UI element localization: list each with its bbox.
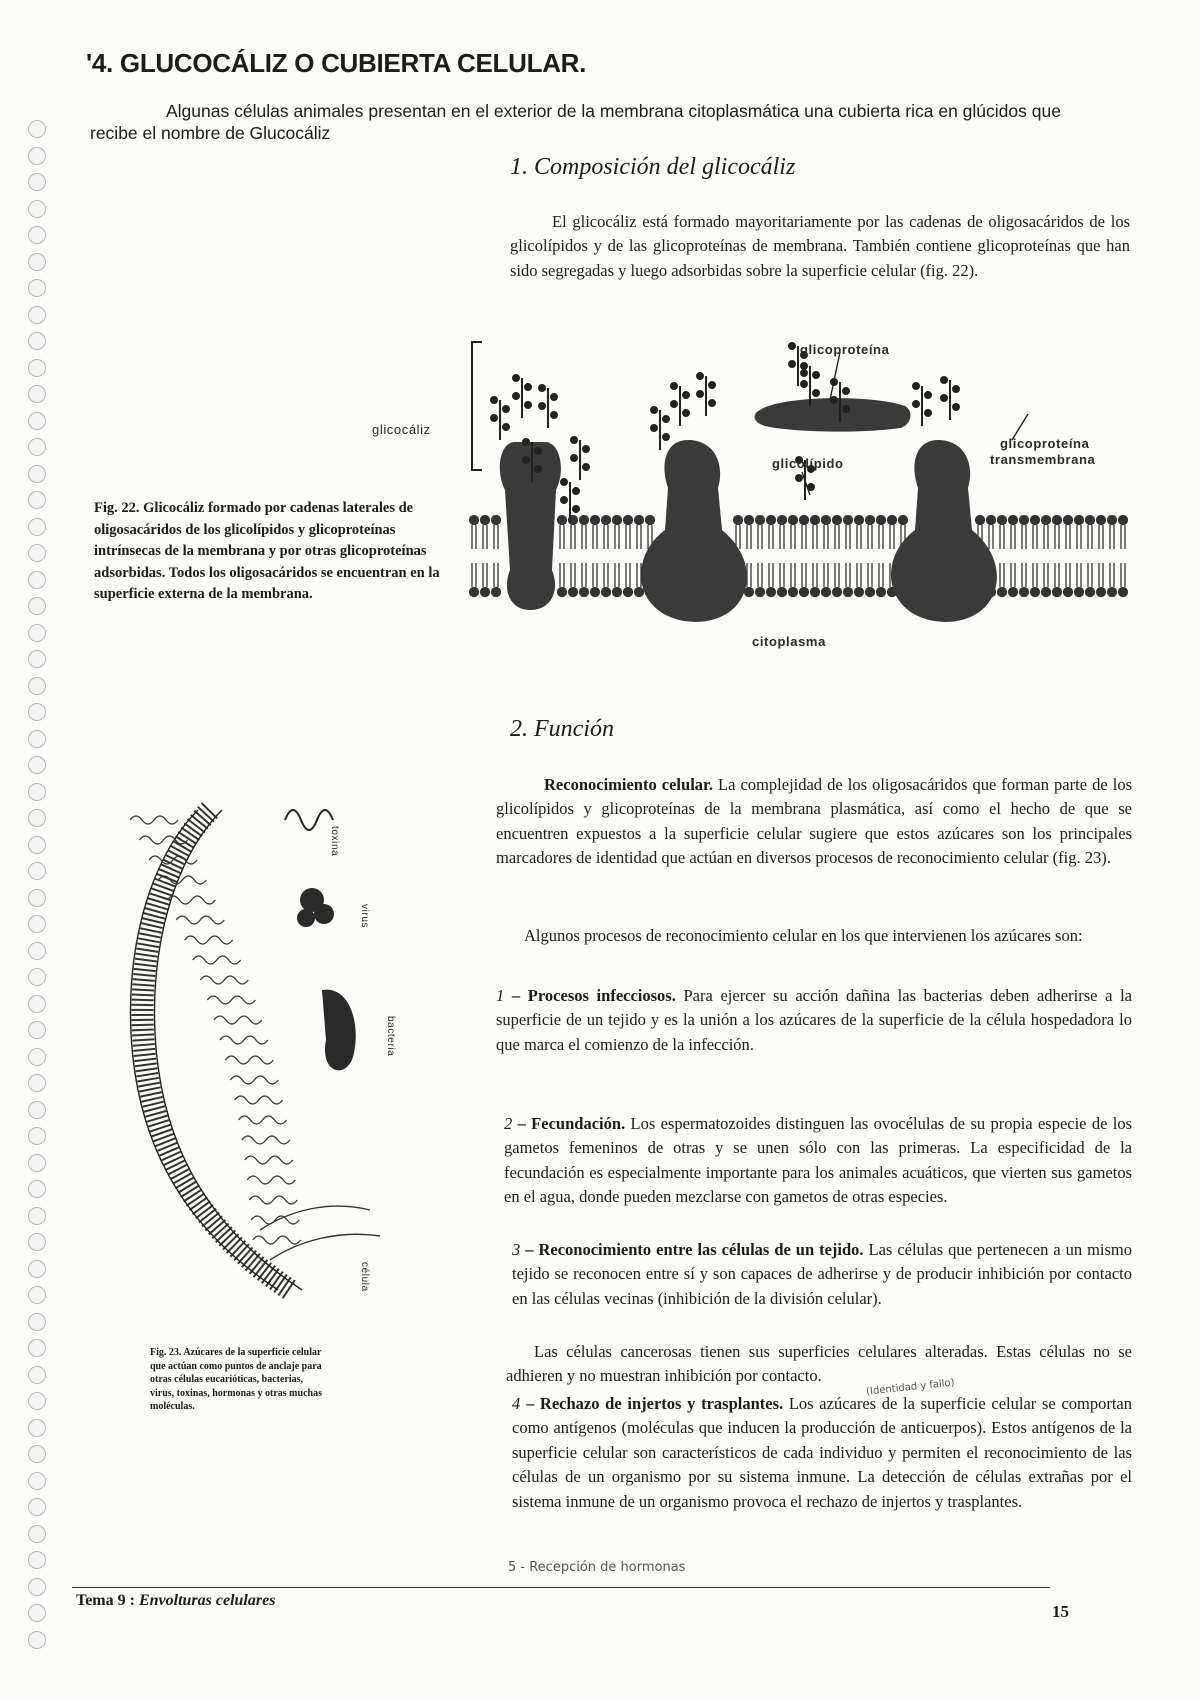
binder-hole bbox=[28, 173, 46, 191]
section2-paragraph-2: Algunos procesos de reconocimiento celular en los que intervienen los azúcares son: bbox=[524, 926, 1083, 945]
binder-hole bbox=[28, 1525, 46, 1543]
section2-paragraph-3: Las células cancerosas tienen sus superficies celulares alteradas. Estas células no se adhieren y no muestran inhibición por contacto. bbox=[506, 1342, 1132, 1386]
binder-hole bbox=[28, 1392, 46, 1410]
binder-hole bbox=[28, 465, 46, 483]
binder-hole bbox=[28, 438, 46, 456]
binder-hole bbox=[28, 1180, 46, 1198]
intro-paragraph: Algunas células animales presentan en el exterior de la membrana citoplasmática una cubierta rica en glúcidos que recibe el nombre de Glucocáliz bbox=[90, 101, 1061, 143]
binder-hole bbox=[28, 1578, 46, 1596]
binder-hole bbox=[28, 836, 46, 854]
binder-hole bbox=[28, 942, 46, 960]
binder-hole bbox=[28, 1154, 46, 1172]
binder-hole bbox=[28, 518, 46, 536]
binder-hole bbox=[28, 915, 46, 933]
binder-hole bbox=[28, 889, 46, 907]
binder-hole bbox=[28, 1286, 46, 1304]
section2-heading: 2. Función bbox=[510, 716, 614, 742]
binder-hole bbox=[28, 650, 46, 668]
label-glicoproteina: glicoproteína bbox=[800, 342, 890, 357]
label-glicolipido: glicolípido bbox=[772, 456, 844, 471]
binder-hole bbox=[28, 677, 46, 695]
binder-hole bbox=[28, 783, 46, 801]
binder-hole bbox=[28, 359, 46, 377]
label-citoplasma: citoplasma bbox=[752, 634, 826, 649]
binder-holes bbox=[14, 120, 54, 1690]
binder-hole bbox=[28, 1551, 46, 1569]
binder-hole bbox=[28, 1472, 46, 1490]
label-glicoproteina-transmembrana-1: glicoproteína bbox=[1000, 436, 1090, 451]
binder-hole bbox=[28, 703, 46, 721]
binder-hole bbox=[28, 730, 46, 748]
binder-hole bbox=[28, 862, 46, 880]
fig23-cell-surface-diagram bbox=[90, 790, 420, 1310]
label-virus: virus bbox=[359, 904, 370, 929]
label-glicoproteina-transmembrana-2: transmembrana bbox=[990, 452, 1096, 467]
binder-hole bbox=[28, 1127, 46, 1145]
binder-hole bbox=[28, 1233, 46, 1251]
fig22-caption: Fig. 22. Glicocáliz formado por cadenas laterales de oligosacáridos de los glicolípidos y glicoproteínas intrínsecas de la membrana y por otras glicoproteínas adsorbidas. Todos los oligosacáridos se encuentran en la superficie externa de la membrana. bbox=[94, 500, 440, 603]
binder-hole bbox=[28, 1048, 46, 1066]
handwritten-note-1: 5 - Recepción de hormonas bbox=[508, 1560, 686, 1575]
handwritten-note-2: (Identidad y fallo) bbox=[865, 1377, 956, 1398]
item-4: 4 – Rechazo de injertos y trasplantes. Los azúcares de la superficie celular se comportan como antígenos (moléculas que inducen la producción de anticuerpos). Estos antígenos de la superficie celular son característicos de cada individuo y permiten el reconocimiento de las células de un organismo por su sistema inmune. La detección de células extrañas por el sistema inmune de un organismo provoca el rechazo de injertos y trasplantes. bbox=[512, 1394, 1132, 1511]
binder-hole bbox=[28, 226, 46, 244]
page-title: '4. GLUCOCÁLIZ O CUBIERTA CELULAR. bbox=[86, 48, 587, 78]
binder-hole bbox=[28, 1260, 46, 1278]
binder-hole bbox=[28, 279, 46, 297]
binder-hole bbox=[28, 1339, 46, 1357]
binder-hole bbox=[28, 571, 46, 589]
binder-hole bbox=[28, 1419, 46, 1437]
binder-hole bbox=[28, 995, 46, 1013]
label-glicocaliz: glicocáliz bbox=[372, 422, 431, 437]
footer-rule bbox=[72, 1587, 1050, 1588]
page-number: 15 bbox=[1052, 1602, 1069, 1621]
binder-hole bbox=[28, 1498, 46, 1516]
item-3: 3 – Reconocimiento entre las células de un tejido. Las células que pertenecen a un mismo tejido se reconocen entre sí y son capaces de adherirse y de producir inhibición por contacto en las células vecinas (inhibición de la división celular). bbox=[512, 1240, 1133, 1308]
section1-heading: 1. Composición del glicocáliz bbox=[510, 154, 796, 180]
binder-hole bbox=[28, 1631, 46, 1649]
binder-hole bbox=[28, 1207, 46, 1225]
binder-hole bbox=[28, 544, 46, 562]
binder-hole bbox=[28, 624, 46, 642]
binder-hole bbox=[28, 1313, 46, 1331]
binder-hole bbox=[28, 491, 46, 509]
binder-hole bbox=[28, 332, 46, 350]
binder-hole bbox=[28, 306, 46, 324]
binder-hole bbox=[28, 1604, 46, 1622]
p1-bold: Reconocimiento celular. bbox=[544, 775, 713, 794]
label-toxina: toxina bbox=[329, 826, 340, 857]
binder-hole bbox=[28, 385, 46, 403]
binder-hole bbox=[28, 809, 46, 827]
fig23-caption: Fig. 23. Azúcares de la superficie celular que actúan como puntos de anclaje para otras células eucarióticas, bacterias, virus, toxinas, hormonas y otras muchas moléculas. bbox=[150, 1347, 322, 1413]
binder-hole bbox=[28, 1074, 46, 1092]
label-celula: célula bbox=[359, 1262, 370, 1292]
binder-hole bbox=[28, 147, 46, 165]
binder-hole bbox=[28, 968, 46, 986]
footer-tema: Tema 9 : Envolturas celulares bbox=[76, 1592, 276, 1609]
binder-hole bbox=[28, 1366, 46, 1384]
binder-hole bbox=[28, 597, 46, 615]
binder-hole bbox=[28, 1021, 46, 1039]
binder-hole bbox=[28, 412, 46, 430]
binder-hole bbox=[28, 1445, 46, 1463]
item-1: 1 – Procesos infecciosos. Para ejercer su acción dañina las bacterias deben adherirse a la superficie de un tejido y es la unión a los azúcares de la superficie de la célula hospedadora lo que marca el comienzo de la infección. bbox=[496, 986, 1132, 1054]
binder-hole bbox=[28, 253, 46, 271]
section1-text: El glicocáliz está formado mayoritariamente por las cadenas de oligosacáridos de los glicolípidos y de las glicoproteínas de membrana. También contiene glicoproteínas que han sido segregadas y luego adsorbidas sobre la superficie celular (fig. 22). bbox=[510, 212, 1130, 280]
binder-hole bbox=[28, 200, 46, 218]
item-2: 2 – Fecundación. Los espermatozoides distinguen las ovocélulas de su propia especie de los gametos femeninos de otras y se unen sólo con las primeras. La especificidad de la fecundación es especialmente importante para los animales acuáticos, que vierten sus gametos en el agua, donde pueden mezclarse con gametos de otras especies. bbox=[504, 1114, 1133, 1207]
binder-hole bbox=[28, 756, 46, 774]
binder-hole bbox=[28, 120, 46, 138]
fig22-membrane-diagram bbox=[460, 330, 1140, 660]
section2-paragraph-1: Reconocimiento celular. La complejidad de los oligosacáridos que forman parte de los glicolípidos y glicoproteínas de la membrana plasmática, así como el hecho de que se encuentren expuestos a la superficie celular sugiere que estos azúcares son los principales marcadores de identidad que actúan en diversos procesos de reconocimiento celular (fig. 23). bbox=[496, 775, 1132, 868]
label-bacteria: bacteria bbox=[385, 1016, 396, 1057]
binder-hole bbox=[28, 1101, 46, 1119]
